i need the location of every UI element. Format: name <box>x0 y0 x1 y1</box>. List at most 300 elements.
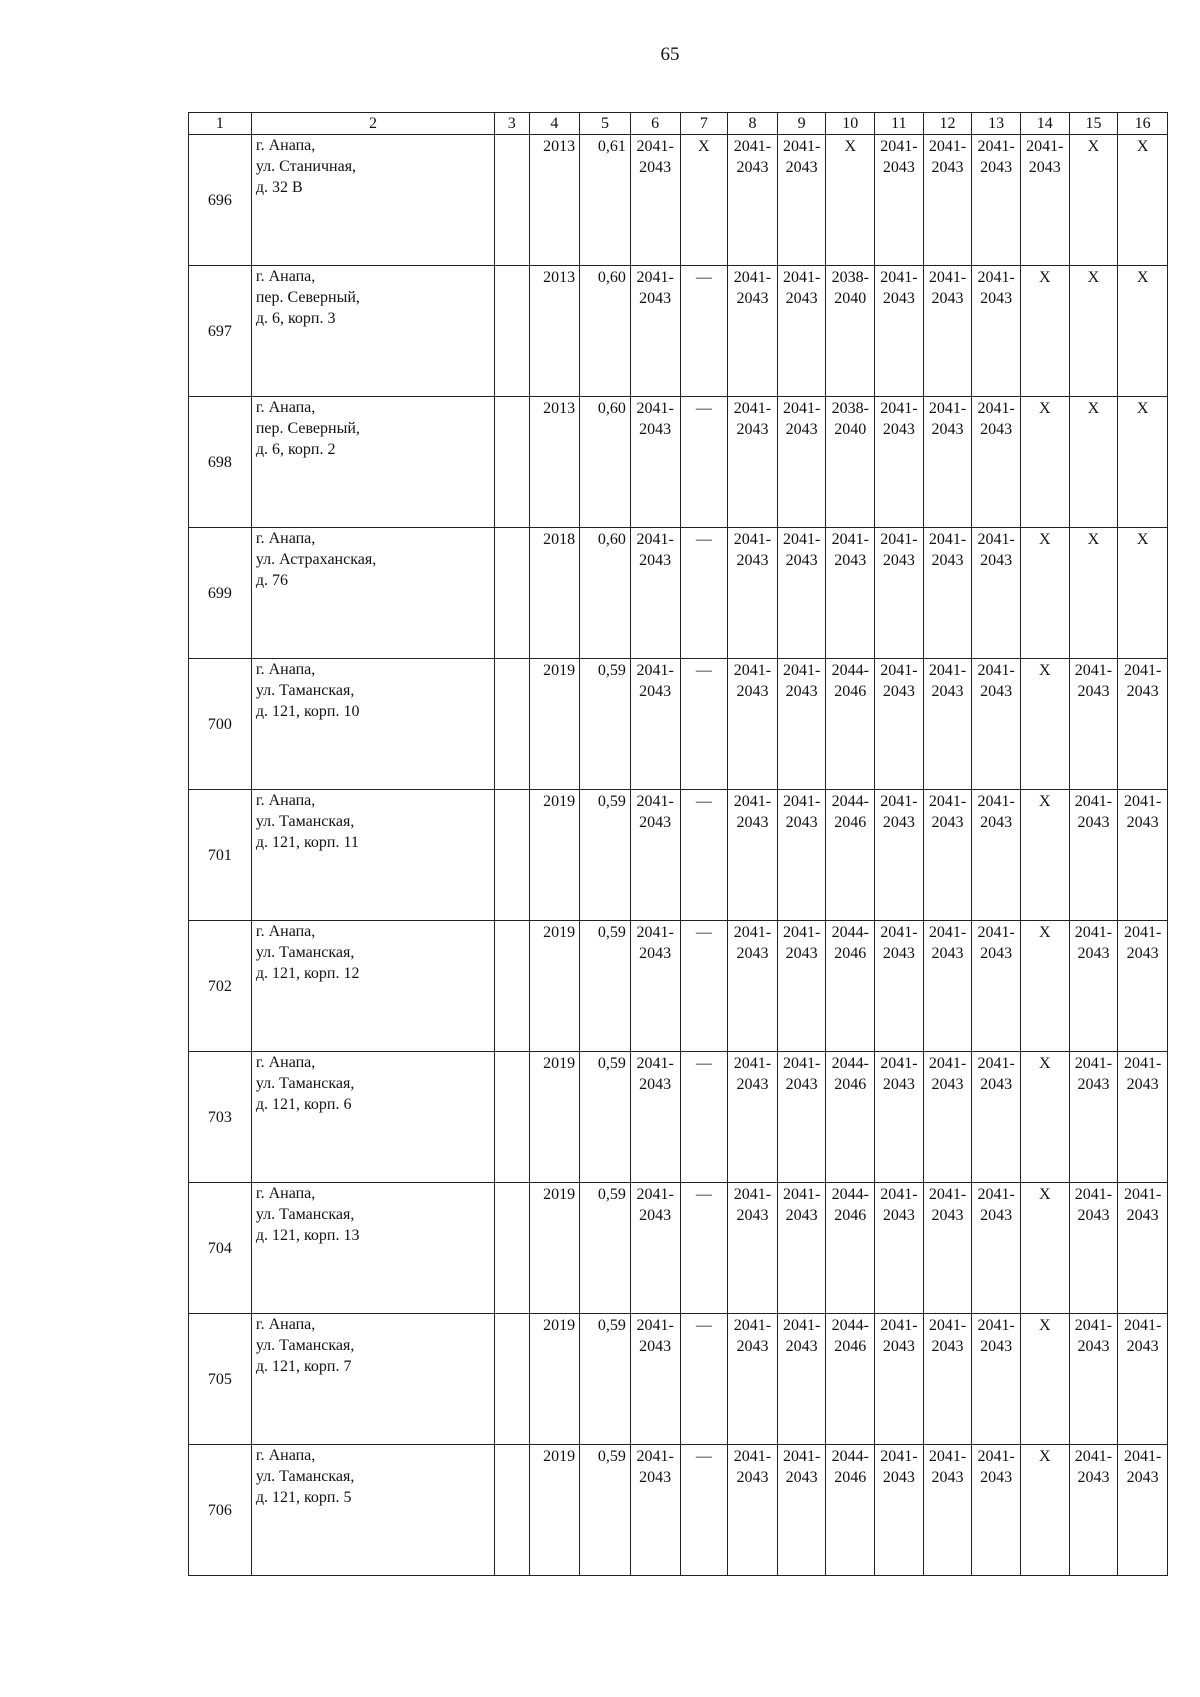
column-number-header: 9 <box>777 113 826 135</box>
address-line: г. Анапа, <box>255 1054 316 1071</box>
address-line: г. Анапа, <box>255 1185 316 1202</box>
column-9-cell <box>777 1445 826 1576</box>
column-16-cell <box>1118 1314 1168 1445</box>
column-5-cell: 0,59 <box>580 1314 631 1445</box>
address-line: ул. Таманская, <box>255 944 355 961</box>
period-line: 2043 <box>931 814 964 831</box>
period-line: 2043 <box>1077 814 1110 831</box>
address-line: д. 121, корп. 5 <box>255 1489 352 1506</box>
address-cell <box>251 1314 494 1445</box>
row-number-cell: 705 <box>189 1314 252 1445</box>
period-line: 2044- <box>831 1448 869 1465</box>
column-15-cell <box>1069 1183 1118 1314</box>
address-line: пер. Северный, <box>255 420 360 437</box>
address-line: г. Анапа, <box>255 530 316 547</box>
address-line: д. 32 В <box>255 179 303 196</box>
period-line: 2044- <box>831 924 869 941</box>
table-row <box>189 659 1168 790</box>
column-12-cell <box>923 135 972 266</box>
column-10-cell <box>826 1314 875 1445</box>
column-16-cell: X <box>1118 135 1168 266</box>
period-line: 2046 <box>834 1469 867 1486</box>
column-6-cell <box>630 1183 680 1314</box>
column-3-cell <box>495 659 529 790</box>
period-line: 2041- <box>733 924 772 941</box>
table-row <box>189 1445 1168 1576</box>
column-9-cell <box>777 659 826 790</box>
table-row <box>189 397 1168 528</box>
period-line: 2043 <box>639 945 672 962</box>
column-7-cell: — <box>680 1445 728 1576</box>
address-line: д. 121, корп. 11 <box>255 834 359 851</box>
column-6-cell <box>630 790 680 921</box>
column-4-cell: 2019 <box>529 1314 580 1445</box>
period-line: 2043 <box>785 683 818 700</box>
period-line: 2044- <box>831 1186 869 1203</box>
period-line: 2043 <box>785 159 818 176</box>
period-line: 2041- <box>636 269 674 286</box>
address-line: ул. Таманская, <box>255 1337 355 1354</box>
address-cell <box>251 1183 494 1314</box>
column-16-cell: X <box>1118 266 1168 397</box>
period-line: 2041- <box>928 1448 967 1465</box>
period-line: 2043 <box>736 552 769 569</box>
period-line: 2043 <box>639 814 672 831</box>
period-line: 2043 <box>736 683 769 700</box>
row-number-cell: 703 <box>189 1052 252 1183</box>
period-line: 2041- <box>733 531 772 548</box>
address-line: д. 6, корп. 3 <box>255 310 336 327</box>
column-11-cell <box>875 921 924 1052</box>
row-number-cell: 702 <box>189 921 252 1052</box>
column-number-header: 16 <box>1118 113 1168 135</box>
period-line: 2041- <box>831 531 869 548</box>
period-line: 2044- <box>831 662 869 679</box>
column-8-cell <box>728 1445 778 1576</box>
column-13-cell <box>972 1445 1021 1576</box>
period-line: 2041- <box>1123 1186 1162 1203</box>
period-line: 2041- <box>977 1186 1015 1203</box>
column-6-cell <box>630 1445 680 1576</box>
period-line: 2041- <box>977 1448 1015 1465</box>
address-line: ул. Таманская, <box>255 1468 355 1485</box>
period-line: 2041- <box>636 138 674 155</box>
table-row <box>189 266 1168 397</box>
address-cell <box>251 266 494 397</box>
column-7-cell: — <box>680 528 728 659</box>
period-line: 2043 <box>931 683 964 700</box>
column-6-cell <box>630 1314 680 1445</box>
period-line: 2043 <box>785 814 818 831</box>
row-number-cell: 701 <box>189 790 252 921</box>
period-line: 2041- <box>928 1055 967 1072</box>
column-15-cell: X <box>1069 397 1118 528</box>
period-line: 2041- <box>977 531 1015 548</box>
period-line: 2041- <box>1026 138 1064 155</box>
period-line: 2041- <box>782 138 821 155</box>
period-line: 2041- <box>733 1448 772 1465</box>
column-9-cell <box>777 135 826 266</box>
column-15-cell: X <box>1069 135 1118 266</box>
period-line: 2041- <box>782 1186 821 1203</box>
period-line: 2041- <box>636 400 674 417</box>
period-line: 2043 <box>834 552 867 569</box>
period-line: 2041- <box>733 269 772 286</box>
period-line: 2041- <box>928 269 967 286</box>
period-line: 2041- <box>1074 1186 1113 1203</box>
column-11-cell <box>875 135 924 266</box>
address-line: г. Анапа, <box>255 661 316 678</box>
column-11-cell <box>875 1314 924 1445</box>
period-line: 2044- <box>831 1055 869 1072</box>
column-13-cell <box>972 921 1021 1052</box>
column-5-cell: 0,59 <box>580 659 631 790</box>
period-line: 2041- <box>880 400 918 417</box>
column-14-cell: X <box>1020 921 1069 1052</box>
period-line: 2041- <box>1123 924 1162 941</box>
period-line: 2043 <box>736 159 769 176</box>
period-line: 2043 <box>882 814 915 831</box>
period-line: 2043 <box>736 1469 769 1486</box>
column-3-cell <box>495 921 529 1052</box>
period-line: 2041- <box>880 1186 918 1203</box>
column-5-cell: 0,59 <box>580 1183 631 1314</box>
address-line: г. Анапа, <box>255 399 316 416</box>
period-line: 2043 <box>882 683 915 700</box>
period-line: 2041- <box>782 793 821 810</box>
column-8-cell <box>728 266 778 397</box>
period-line: 2041- <box>1123 1448 1162 1465</box>
period-line: 2041- <box>782 400 821 417</box>
address-line: ул. Таманская, <box>255 813 355 830</box>
period-line: 2041- <box>977 793 1015 810</box>
column-8-cell <box>728 528 778 659</box>
column-14-cell: X <box>1020 266 1069 397</box>
column-14-cell: X <box>1020 790 1069 921</box>
row-number-cell: 706 <box>189 1445 252 1576</box>
column-13-cell <box>972 266 1021 397</box>
column-11-cell <box>875 659 924 790</box>
column-15-cell <box>1069 659 1118 790</box>
period-line: 2043 <box>980 552 1013 569</box>
period-line: 2043 <box>1126 1469 1159 1486</box>
period-line: 2043 <box>785 1207 818 1224</box>
address-cell <box>251 790 494 921</box>
period-line: 2046 <box>834 814 867 831</box>
column-16-cell <box>1118 1052 1168 1183</box>
column-number-header: 15 <box>1069 113 1118 135</box>
period-line: 2043 <box>639 1338 672 1355</box>
period-line: 2046 <box>834 683 867 700</box>
address-line: г. Анапа, <box>255 792 316 809</box>
period-line: 2041- <box>880 1317 918 1334</box>
period-line: 2043 <box>736 1207 769 1224</box>
period-line: 2041- <box>1123 662 1162 679</box>
period-line: 2041- <box>928 400 967 417</box>
period-line: 2043 <box>785 421 818 438</box>
period-line: 2041- <box>880 1055 918 1072</box>
period-line: 2043 <box>639 1076 672 1093</box>
column-13-cell <box>972 1052 1021 1183</box>
column-10-cell: X <box>826 135 875 266</box>
period-line: 2041- <box>977 400 1015 417</box>
period-line: 2041- <box>733 662 772 679</box>
column-12-cell <box>923 397 972 528</box>
column-number-header: 5 <box>580 113 631 135</box>
address-cell <box>251 1445 494 1576</box>
column-10-cell <box>826 790 875 921</box>
period-line: 2043 <box>639 1469 672 1486</box>
period-line: 2043 <box>736 1076 769 1093</box>
period-line: 2043 <box>1077 945 1110 962</box>
column-4-cell: 2019 <box>529 1183 580 1314</box>
period-line: 2043 <box>980 1076 1013 1093</box>
column-16-cell <box>1118 659 1168 790</box>
period-line: 2043 <box>882 421 915 438</box>
period-line: 2043 <box>639 421 672 438</box>
period-line: 2041- <box>880 793 918 810</box>
row-number-cell: 696 <box>189 135 252 266</box>
period-line: 2043 <box>980 945 1013 962</box>
column-11-cell <box>875 1183 924 1314</box>
address-line: ул. Станичная, <box>255 158 357 175</box>
period-line: 2041- <box>636 1317 674 1334</box>
column-3-cell <box>495 135 529 266</box>
page-number: 65 <box>660 44 680 65</box>
period-line: 2043 <box>785 552 818 569</box>
column-12-cell <box>923 1052 972 1183</box>
period-line: 2041- <box>782 1055 821 1072</box>
table-row <box>189 1314 1168 1445</box>
column-15-cell <box>1069 1052 1118 1183</box>
column-14-cell: X <box>1020 397 1069 528</box>
address-line: г. Анапа, <box>255 268 316 285</box>
period-line: 2041- <box>733 793 772 810</box>
column-8-cell <box>728 1052 778 1183</box>
column-7-cell: — <box>680 1183 728 1314</box>
column-10-cell <box>826 1183 875 1314</box>
column-13-cell <box>972 397 1021 528</box>
column-number-header: 10 <box>826 113 875 135</box>
period-line: 2041- <box>977 924 1015 941</box>
period-line: 2041- <box>733 1317 772 1334</box>
column-8-cell <box>728 921 778 1052</box>
column-6-cell <box>630 1052 680 1183</box>
column-11-cell <box>875 266 924 397</box>
address-cell <box>251 397 494 528</box>
column-9-cell <box>777 1052 826 1183</box>
period-line: 2041- <box>1123 1317 1162 1334</box>
period-line: 2043 <box>931 945 964 962</box>
period-line: 2041- <box>636 1055 674 1072</box>
row-number-cell: 704 <box>189 1183 252 1314</box>
column-9-cell <box>777 528 826 659</box>
column-13-cell <box>972 1183 1021 1314</box>
column-16-cell <box>1118 790 1168 921</box>
column-9-cell <box>777 1183 826 1314</box>
address-cell <box>251 921 494 1052</box>
period-line: 2041- <box>1074 1317 1113 1334</box>
column-5-cell: 0,59 <box>580 790 631 921</box>
period-line: 2041- <box>636 1448 674 1465</box>
column-15-cell <box>1069 1445 1118 1576</box>
period-line: 2046 <box>834 1207 867 1224</box>
column-11-cell <box>875 397 924 528</box>
period-line: 2043 <box>736 290 769 307</box>
column-14-cell <box>1020 135 1069 266</box>
period-line: 2041- <box>928 793 967 810</box>
period-line: 2043 <box>980 683 1013 700</box>
period-line: 2043 <box>736 1338 769 1355</box>
period-line: 2043 <box>882 1469 915 1486</box>
period-line: 2041- <box>1123 793 1162 810</box>
address-line: д. 121, корп. 12 <box>255 965 360 982</box>
period-line: 2041- <box>782 924 821 941</box>
period-line: 2041- <box>1074 1055 1113 1072</box>
address-cell <box>251 1052 494 1183</box>
table-row <box>189 921 1168 1052</box>
address-line: д. 76 <box>255 572 288 589</box>
column-10-cell <box>826 921 875 1052</box>
period-line: 2041- <box>636 924 674 941</box>
column-7-cell: — <box>680 397 728 528</box>
period-line: 2043 <box>639 552 672 569</box>
column-9-cell <box>777 921 826 1052</box>
period-line: 2043 <box>882 1207 915 1224</box>
column-16-cell <box>1118 1183 1168 1314</box>
column-number-header: 14 <box>1020 113 1069 135</box>
row-number-cell: 697 <box>189 266 252 397</box>
row-number-cell: 698 <box>189 397 252 528</box>
column-15-cell: X <box>1069 266 1118 397</box>
address-cell <box>251 659 494 790</box>
period-line: 2043 <box>639 159 672 176</box>
column-7-cell: — <box>680 1052 728 1183</box>
period-line: 2041- <box>636 793 674 810</box>
column-3-cell <box>495 1445 529 1576</box>
address-line: ул. Таманская, <box>255 682 355 699</box>
column-number-header: 4 <box>529 113 580 135</box>
column-12-cell <box>923 1314 972 1445</box>
column-14-cell: X <box>1020 528 1069 659</box>
table-row <box>189 528 1168 659</box>
period-line: 2043 <box>1028 159 1061 176</box>
column-15-cell <box>1069 1314 1118 1445</box>
column-6-cell <box>630 397 680 528</box>
period-line: 2043 <box>980 814 1013 831</box>
column-6-cell <box>630 266 680 397</box>
column-6-cell <box>630 528 680 659</box>
period-line: 2041- <box>782 531 821 548</box>
column-4-cell: 2013 <box>529 135 580 266</box>
period-line: 2043 <box>931 1469 964 1486</box>
column-16-cell <box>1118 921 1168 1052</box>
period-line: 2041- <box>977 138 1015 155</box>
address-line: г. Анапа, <box>255 137 316 154</box>
column-6-cell <box>630 135 680 266</box>
period-line: 2043 <box>1126 1207 1159 1224</box>
column-9-cell <box>777 397 826 528</box>
period-line: 2043 <box>980 421 1013 438</box>
column-15-cell: X <box>1069 528 1118 659</box>
period-line: 2043 <box>1077 683 1110 700</box>
address-line: г. Анапа, <box>255 1447 316 1464</box>
column-14-cell: X <box>1020 1183 1069 1314</box>
period-line: 2043 <box>1126 683 1159 700</box>
column-11-cell <box>875 1445 924 1576</box>
period-line: 2038- <box>831 269 869 286</box>
column-4-cell: 2013 <box>529 397 580 528</box>
column-5-cell: 0,59 <box>580 1445 631 1576</box>
address-cell <box>251 528 494 659</box>
address-line: ул. Таманская, <box>255 1075 355 1092</box>
column-12-cell <box>923 659 972 790</box>
row-number-cell: 699 <box>189 528 252 659</box>
table-row <box>189 790 1168 921</box>
column-7-cell: — <box>680 921 728 1052</box>
column-5-cell: 0,60 <box>580 397 631 528</box>
column-14-cell: X <box>1020 1445 1069 1576</box>
column-number-header: 12 <box>923 113 972 135</box>
period-line: 2046 <box>834 1338 867 1355</box>
column-8-cell <box>728 1183 778 1314</box>
period-line: 2041- <box>733 1055 772 1072</box>
address-cell <box>251 135 494 266</box>
period-line: 2043 <box>1126 814 1159 831</box>
column-13-cell <box>972 659 1021 790</box>
period-line: 2044- <box>831 1317 869 1334</box>
housing-register-table <box>188 112 1168 1576</box>
column-4-cell: 2018 <box>529 528 580 659</box>
period-line: 2043 <box>980 1469 1013 1486</box>
column-11-cell <box>875 528 924 659</box>
column-4-cell: 2013 <box>529 266 580 397</box>
period-line: 2043 <box>1077 1207 1110 1224</box>
period-line: 2043 <box>1077 1469 1110 1486</box>
period-line: 2041- <box>977 1317 1015 1334</box>
column-14-cell: X <box>1020 1314 1069 1445</box>
period-line: 2043 <box>931 1076 964 1093</box>
period-line: 2041- <box>733 1186 772 1203</box>
period-line: 2043 <box>736 945 769 962</box>
period-line: 2043 <box>639 683 672 700</box>
address-line: ул. Таманская, <box>255 1206 355 1223</box>
column-15-cell <box>1069 790 1118 921</box>
address-line: пер. Северный, <box>255 289 360 306</box>
period-line: 2041- <box>977 1055 1015 1072</box>
period-line: 2041- <box>1074 1448 1113 1465</box>
column-4-cell: 2019 <box>529 790 580 921</box>
column-number-header: 11 <box>875 113 924 135</box>
period-line: 2043 <box>931 552 964 569</box>
column-7-cell: — <box>680 659 728 790</box>
period-line: 2041- <box>636 531 674 548</box>
column-12-cell <box>923 1183 972 1314</box>
period-line: 2041- <box>928 662 967 679</box>
period-line: 2043 <box>980 1338 1013 1355</box>
column-5-cell: 0,59 <box>580 1052 631 1183</box>
period-line: 2043 <box>736 814 769 831</box>
column-12-cell <box>923 921 972 1052</box>
period-line: 2043 <box>1126 1338 1159 1355</box>
period-line: 2043 <box>980 159 1013 176</box>
column-13-cell <box>972 135 1021 266</box>
column-9-cell <box>777 1314 826 1445</box>
column-10-cell <box>826 397 875 528</box>
period-line: 2041- <box>880 662 918 679</box>
column-8-cell <box>728 1314 778 1445</box>
column-number-header-row <box>189 113 1168 135</box>
